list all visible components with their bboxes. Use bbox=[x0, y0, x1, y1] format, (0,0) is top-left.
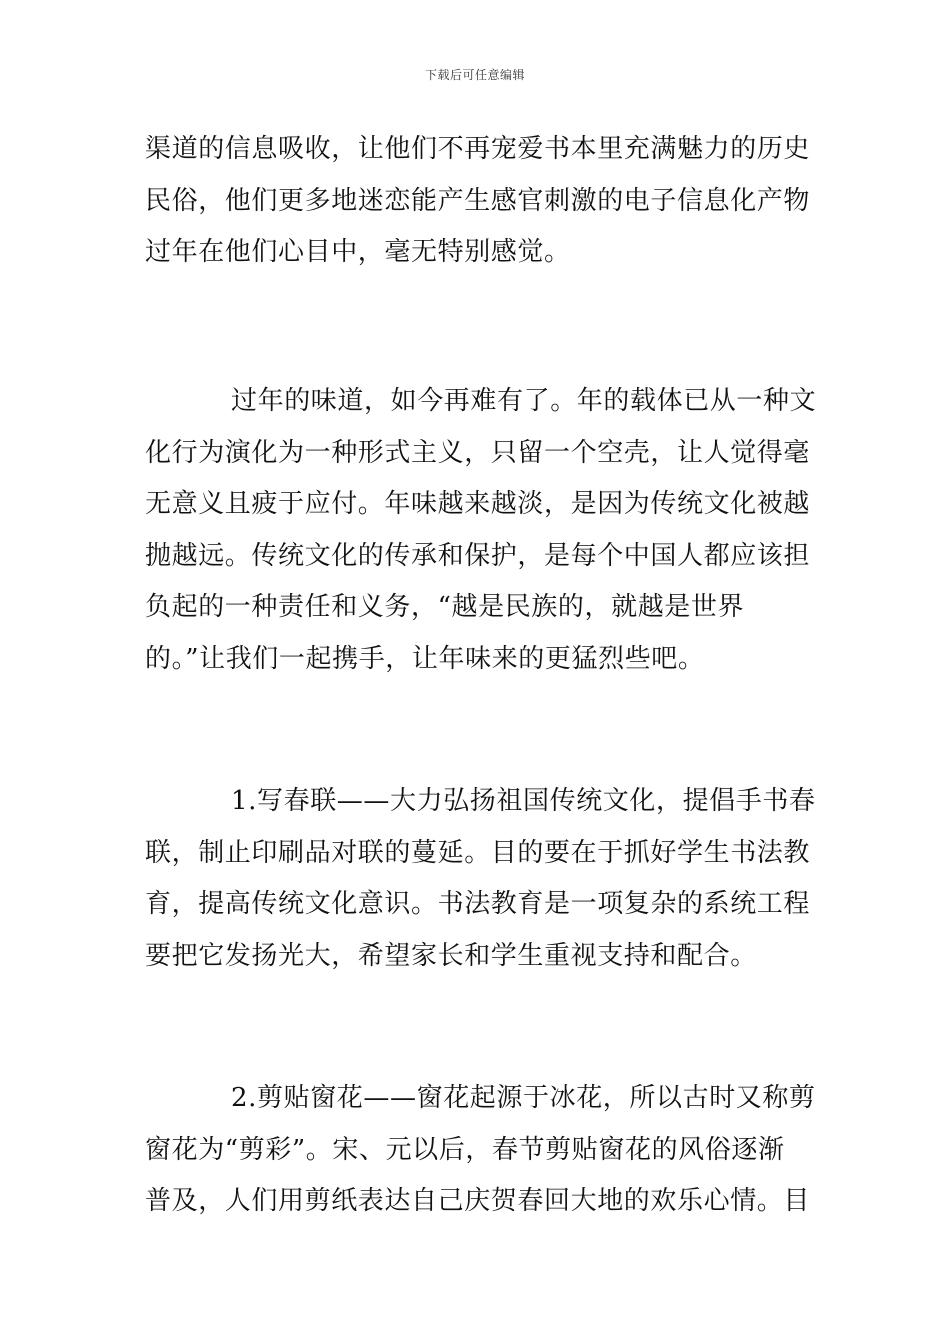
page-header: 下载后可任意编辑 bbox=[424, 68, 525, 82]
text-line: 负起的一种责任和义务，“越是民族的，就越是世界 bbox=[145, 592, 745, 622]
paragraph-3 bbox=[145, 776, 816, 982]
text-line: 渠道的信息吸收，让他们不再宠爱书本里充满魅力的历史 bbox=[145, 134, 811, 164]
text-line: 的。”让我们一起携手，让年味来的更猛烈些吧。 bbox=[145, 643, 705, 674]
text-line: 1.写春联——大力弘扬祖国传统文化，提倡手书春 bbox=[231, 786, 816, 816]
text-line: 窗花为“剪彩”。宋、元以后，春节剪贴窗花的风俗逐渐 bbox=[145, 1134, 785, 1165]
text-line: 过年在他们心目中，毫无特别感觉。 bbox=[145, 237, 571, 267]
text-line: 民俗，他们更多地迷恋能产生感官刺激的电子信息化产物 bbox=[145, 185, 811, 216]
paragraph-2 bbox=[145, 376, 817, 685]
text-line: 育，提高传统文化意识。书法教育是一项复杂的系统工程 bbox=[145, 889, 811, 919]
text-line: 联，制止印刷品对联的蔓延。目的要在于抓好学生书法教 bbox=[145, 837, 811, 868]
text-line: 抛越远。传统文化的传承和保护，是每个中国人都应该担 bbox=[145, 540, 811, 571]
text-line: 普及，人们用剪纸表达自己庆贺春回大地的欢乐心情。目 bbox=[145, 1186, 811, 1216]
text-line: 化行为演化为一种形式主义，只留一个空壳，让人觉得毫 bbox=[145, 437, 811, 468]
text-line: 要把它发扬光大，希望家长和学生重视支持和配合。 bbox=[145, 940, 757, 971]
paragraph-1 bbox=[145, 124, 810, 279]
text-line: 2.剪贴窗花——窗花起源于冰花，所以古时又称剪 bbox=[231, 1083, 816, 1113]
text-line: 无意义且疲于应付。年味越来越淡，是因为传统文化被越 bbox=[145, 489, 811, 519]
text-line: 过年的味道，如今再难有了。年的载体已从一种文 bbox=[231, 386, 817, 416]
paragraph-4 bbox=[145, 1073, 816, 1228]
